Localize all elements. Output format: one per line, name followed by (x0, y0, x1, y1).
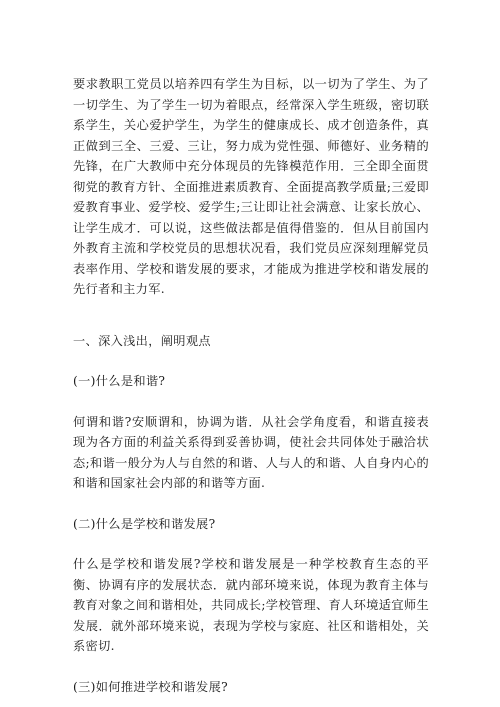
spacer (73, 494, 429, 514)
spacer (73, 300, 429, 331)
section-heading: 一、深入浅出，阐明观点 (73, 333, 211, 348)
question-2-heading: (二)什么是学校和谐发展? (73, 516, 216, 531)
question-3-heading: (三)如何推进学校和谐发展? (73, 679, 229, 694)
question-1-paragraph: 何谓和谐?安顺谓和，协调为谐．从社会学角度看，和谐直接表现为各方面的利益关系得到妥善协调，使社会共同体处于融洽状态;和谐一般分为人与自然的和谐、人与人的和谐、人自身内心的和谐和国家社会内部的和谐等方面. (73, 414, 429, 490)
intro-paragraph: 要求教职工党员以培养四有学生为目标，以一切为了学生、为了一切学生、为了学生一切为着眼点，经常深入学生班级，密切联系学生，关心爱护学生，为学生的健康成长、成才创造条件，真正做到三全、三爱、三让，努力成为党性强、师德好、业务精的先锋，在广大教师中充分体现员的先锋模范作用．三全即全面贯彻党的教育方针、全面推进素质教育、全面提高教学质量;三爱即爱教育事业、爱学校、爱学生;三让即让社会满意、让家长放心、让学生成才．可以说，这些做法都是值得借鉴的．但从目前国内外教育主流和学校党员的思想状况看，我们党员应深刻理解党员表率作用、学校和谐发展的要求，才能成为推进学校和谐发展的先行者和主力军. (73, 77, 429, 296)
spacer (73, 657, 429, 677)
document-body (73, 74, 429, 697)
spacer (73, 534, 429, 554)
question-1-heading: (一)什么是和谐? (73, 374, 166, 388)
spacer (73, 351, 429, 371)
spacer (73, 392, 429, 412)
question-2-paragraph: 什么是学校和谐发展?学校和谐发展是一种学校教育生态的平衡、协调有序的发展状态．就内部环境来说，体现为教育主体与教育对象之间和谐相处，共同成长;学校管理、育人环境适宜师生发展．就外部环境来说，表现为学校与家庭、社区和谐相处，关系密切. (73, 557, 429, 653)
